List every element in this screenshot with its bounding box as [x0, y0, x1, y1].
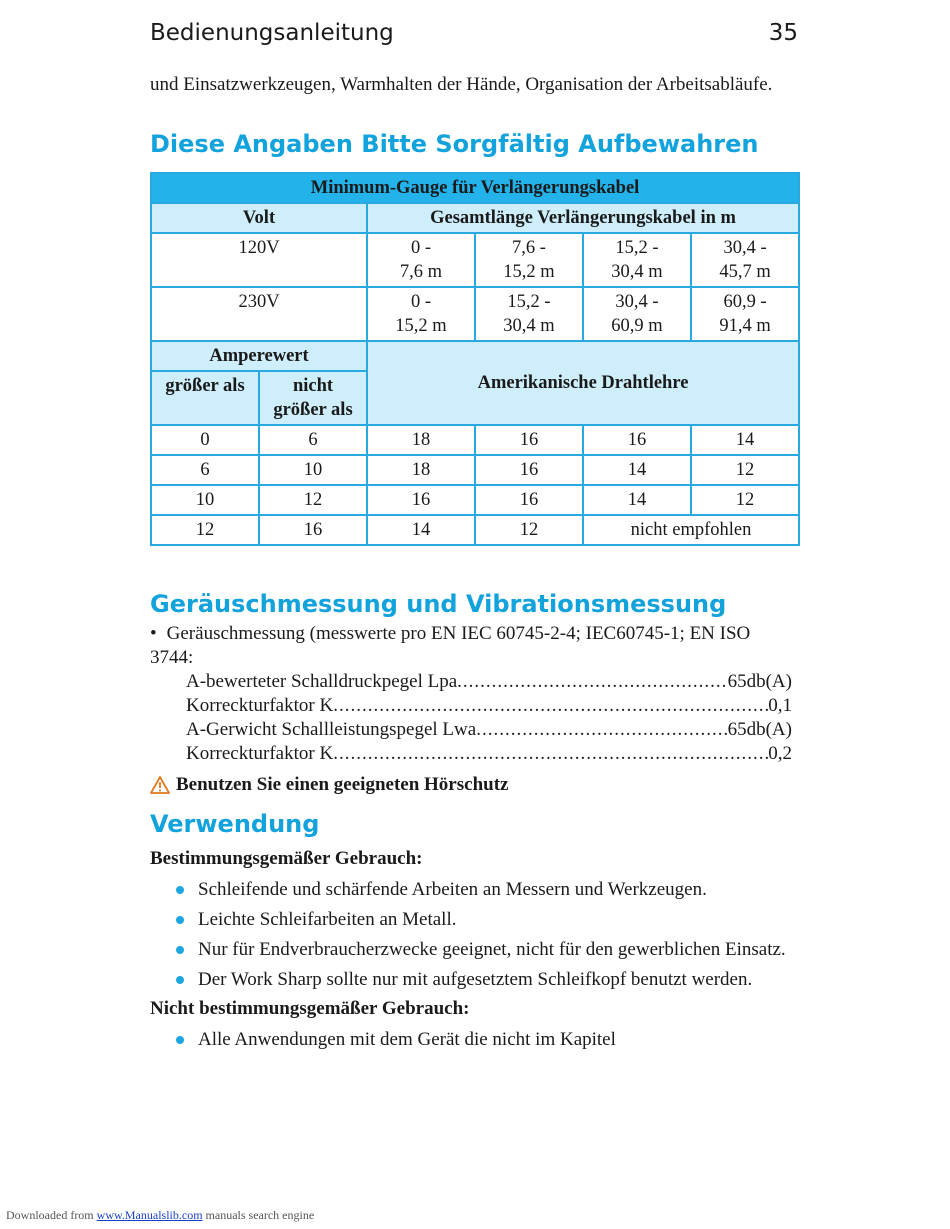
- gauge-cell: 14: [583, 455, 691, 485]
- not-recommended-cell: nicht empfohlen: [583, 515, 799, 545]
- page-number: 35: [768, 20, 798, 46]
- measurement-row: A-bewerteter Schalldruckpegel Lpa ..... 65db(A): [186, 670, 792, 694]
- unintended-use-list: [150, 1028, 616, 1058]
- range-cell: 30,4 - 45,7 m: [691, 233, 799, 287]
- intro-text: und Einsatzwerkzeugen, Warmhalten der Hände, Organisation der Arbeitsabläufe.: [150, 74, 773, 95]
- measurement-row: Korreckturfaktor K ..... 0,1: [186, 694, 792, 718]
- bullet-dot: [176, 946, 184, 954]
- section-title-keep-info: Diese Angaben Bitte Sorgfältig Aufbewahren: [150, 130, 759, 158]
- ampere-max-cell: 12: [259, 485, 367, 515]
- list-item: Schleifende und schärfende Arbeiten an Messern und Werkzeugen.: [150, 878, 786, 908]
- measurement-row: A-Gerwicht Schallleistungspegel Lwa ..... 65db(A): [186, 718, 792, 742]
- hearing-protection-warning: [150, 774, 508, 796]
- ampere-min-cell: 10: [151, 485, 259, 515]
- range-cell: 15,2 - 30,4 m: [475, 287, 583, 341]
- measurement-row: Korreckturfaktor K ..... 0,2: [186, 742, 792, 766]
- warning-text: Benutzen Sie einen geeigneten Hörschutz: [176, 774, 509, 795]
- gauge-cell: 16: [475, 455, 583, 485]
- ampere-max-cell: 6: [259, 425, 367, 455]
- gauge-cell: 16: [583, 425, 691, 455]
- manual-title: Bedienungsanleitung: [150, 20, 394, 46]
- manualslib-link[interactable]: www.Manualslib.com: [96, 1208, 203, 1222]
- table-row: [151, 287, 799, 341]
- table-row: [151, 233, 799, 287]
- ampere-header: Amperewert: [151, 341, 367, 371]
- gauge-cell: 14: [367, 515, 475, 545]
- gauge-cell: 16: [475, 485, 583, 515]
- table-row: [151, 485, 799, 515]
- table-row: [151, 515, 799, 545]
- not-greater-than-header: nicht größer als: [259, 371, 367, 425]
- unintended-use-heading: Nicht bestimmungsgemäßer Gebrauch:: [150, 998, 470, 1019]
- volt-cell: 120V: [151, 233, 367, 287]
- list-item: Nur für Endverbraucherzwecke geeignet, nicht für den gewerblichen Einsatz.: [150, 938, 786, 968]
- range-cell: 0 - 15,2 m: [367, 287, 475, 341]
- footer: Downloaded from www.Manualslib.com manuals search engine: [6, 1208, 315, 1222]
- range-cell: 60,9 - 91,4 m: [691, 287, 799, 341]
- ampere-min-cell: 12: [151, 515, 259, 545]
- bullet: •: [150, 623, 157, 644]
- table-caption: Minimum-Gauge für Verlängerungskabel: [151, 173, 799, 203]
- range-cell: 15,2 - 30,4 m: [583, 233, 691, 287]
- awg-header: Amerikanische Drahtlehre: [367, 341, 799, 425]
- bullet-dot: [176, 886, 184, 894]
- range-cell: 0 - 7,6 m: [367, 233, 475, 287]
- warning-triangle-icon: [150, 776, 170, 794]
- ampere-min-cell: 0: [151, 425, 259, 455]
- section-title-usage: Verwendung: [150, 810, 320, 838]
- table-row: [151, 455, 799, 485]
- list-item: Leichte Schleifarbeiten an Metall.: [150, 908, 786, 938]
- list-item: Alle Anwendungen mit dem Gerät die nicht im Kapitel: [150, 1028, 616, 1058]
- ampere-min-cell: 6: [151, 455, 259, 485]
- intended-use-list: [150, 878, 786, 998]
- length-header: Gesamtlänge Verlängerungskabel in m: [367, 203, 799, 233]
- gauge-cell: 12: [475, 515, 583, 545]
- gauge-cell: 12: [691, 455, 799, 485]
- gauge-cell: 18: [367, 425, 475, 455]
- ampere-max-cell: 16: [259, 515, 367, 545]
- gauge-cell: 16: [475, 425, 583, 455]
- greater-than-header: größer als: [151, 371, 259, 425]
- noise-intro-line: Geräuschmessung (messwerte pro EN IEC 60745-2-4; IEC60745-1; EN ISO: [166, 623, 751, 644]
- gauge-cell: 18: [367, 455, 475, 485]
- gauge-cell: 14: [691, 425, 799, 455]
- extension-cord-gauge-table: [150, 172, 800, 546]
- gauge-cell: 12: [691, 485, 799, 515]
- noise-measurement-block: [150, 622, 798, 766]
- bullet-dot: [176, 976, 184, 984]
- volt-header: Volt: [151, 203, 367, 233]
- gauge-cell: 14: [583, 485, 691, 515]
- noise-intro-line-2: 3744:: [150, 647, 194, 668]
- section-title-noise: Geräuschmessung und Vibrationsmessung: [150, 590, 727, 618]
- range-cell: 7,6 - 15,2 m: [475, 233, 583, 287]
- gauge-cell: 16: [367, 485, 475, 515]
- volt-cell: 230V: [151, 287, 367, 341]
- bullet-dot: [176, 1036, 184, 1044]
- bullet-dot: [176, 916, 184, 924]
- range-cell: 30,4 - 60,9 m: [583, 287, 691, 341]
- list-item: Der Work Sharp sollte nur mit aufgesetztem Schleifkopf benutzt werden.: [150, 968, 786, 998]
- intended-use-heading: Bestimmungsgemäßer Gebrauch:: [150, 848, 423, 869]
- page-header: [150, 20, 798, 46]
- ampere-max-cell: 10: [259, 455, 367, 485]
- table-row: [151, 425, 799, 455]
